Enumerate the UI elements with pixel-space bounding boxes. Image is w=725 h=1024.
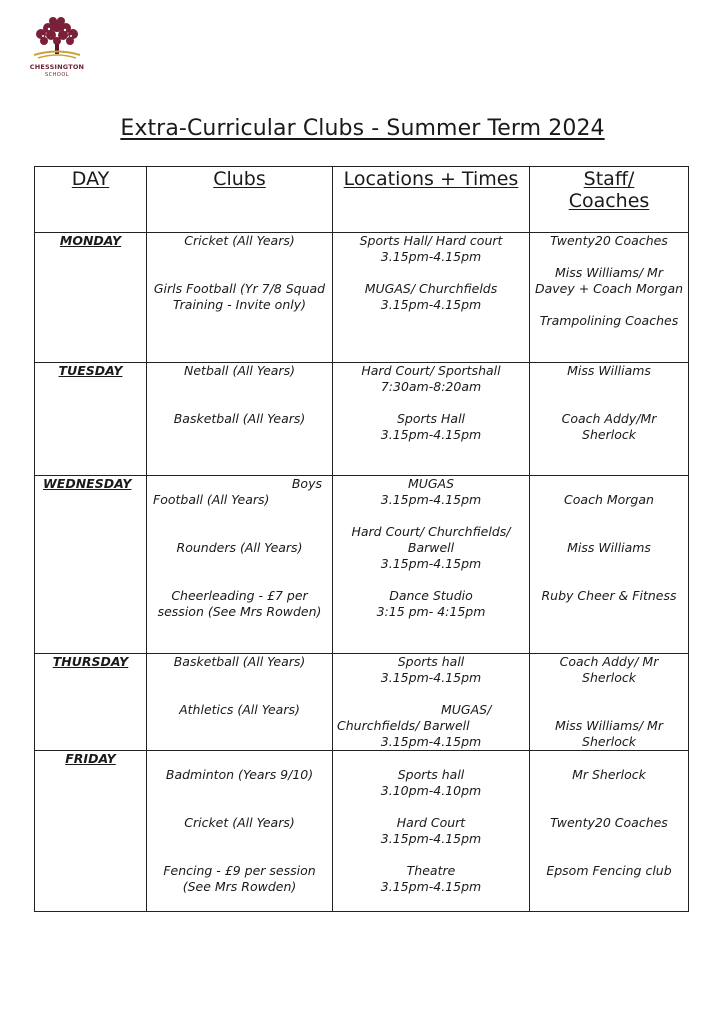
table-row-wednesday: [35, 476, 689, 654]
club-item: Netball (All Years): [184, 363, 295, 378]
location-place: Hard Court/ Churchfields/ Barwell: [351, 524, 511, 555]
day-cell: WEDNESDAY: [35, 476, 147, 654]
school-name: CHESSINGTON: [29, 63, 85, 71]
club-item: Cheerleading - £7 per session (See Mrs Rowden): [157, 588, 322, 619]
club-item: Cricket (All Years): [184, 233, 295, 248]
clubs-cell: [147, 751, 333, 912]
staff-item: Twenty20 Coaches: [550, 233, 668, 248]
location-place: Hard Court/ Sportshall: [361, 363, 501, 378]
club-item: Rounders (All Years): [176, 540, 303, 555]
school-subtitle: SCHOOL: [44, 72, 70, 78]
staff-cell: [530, 476, 689, 654]
location-time: 3.10pm-4.10pm: [380, 783, 482, 798]
staff-item: Coach Addy/Mr Sherlock: [561, 411, 657, 442]
location-time: 3.15pm-4.15pm: [380, 492, 482, 507]
staff-cell: [530, 363, 689, 476]
location-place: MUGAS/: [441, 702, 492, 717]
table-row-thursday: [35, 654, 689, 751]
clubs-cell: [147, 363, 333, 476]
location-place: MUGAS/ Churchfields: [364, 281, 498, 296]
staff-item: Coach Addy/ Mr Sherlock: [559, 654, 659, 685]
day-cell: THURSDAY: [35, 654, 147, 751]
clubs-table: [34, 166, 689, 912]
staff-cell: [530, 751, 689, 912]
location-place: MUGAS: [407, 476, 455, 491]
staff-item: Twenty20 Coaches: [550, 815, 668, 830]
table-row-monday: [35, 233, 689, 363]
location-time: 3.15pm-4.15pm: [380, 427, 482, 442]
location-time: 3.15pm-4.15pm: [380, 879, 482, 894]
header-day: DAY: [35, 167, 147, 233]
staff-item: Coach Morgan: [564, 492, 654, 507]
locations-cell: [333, 751, 530, 912]
locations-cell: [333, 476, 530, 654]
staff-item: Miss Williams: [567, 540, 651, 555]
club-item: Athletics (All Years): [179, 702, 300, 717]
location-place: Sports hall: [397, 654, 465, 669]
clubs-cell: [147, 654, 333, 751]
location-place: Sports Hall: [396, 411, 466, 426]
locations-cell: [333, 363, 530, 476]
location-time: 3.15pm-4.15pm: [380, 556, 482, 571]
header-staff-line2: Coaches: [568, 190, 650, 212]
table-row-tuesday: [35, 363, 689, 476]
club-item: Badminton (Years 9/10): [165, 767, 314, 782]
location-time: 3.15pm-4.15pm: [380, 734, 482, 749]
location-time: 3:15 pm- 4:15pm: [376, 604, 486, 619]
day-cell: MONDAY: [35, 233, 147, 363]
location-time: 3.15pm-4.15pm: [380, 670, 482, 685]
location-time: 7:30am-8:20am: [380, 379, 482, 394]
location-place: Sports Hall/ Hard court: [359, 233, 503, 248]
club-item: Basketball (All Years): [173, 411, 306, 426]
staff-cell: [530, 233, 689, 363]
staff-item: Trampolining Coaches: [539, 313, 679, 328]
staff-item: Mr Sherlock: [572, 767, 646, 782]
clubs-cell: [147, 233, 333, 363]
school-logo: [22, 14, 92, 86]
staff-cell: [530, 654, 689, 751]
header-row: [35, 167, 689, 233]
location-place: Dance Studio: [389, 588, 473, 603]
club-item: Cricket (All Years): [184, 815, 295, 830]
club-item: Football (All Years): [153, 492, 270, 507]
header-clubs: Clubs: [147, 167, 333, 233]
staff-item: Miss Williams: [567, 363, 651, 378]
club-item: Boys: [291, 476, 322, 491]
staff-item: Miss Williams/ Mr Sherlock: [555, 718, 663, 749]
location-place: Hard Court: [396, 815, 466, 830]
header-locations: Locations + Times: [333, 167, 530, 233]
location-time: 3.15pm-4.15pm: [380, 249, 482, 264]
club-item: Fencing - £9 per session (See Mrs Rowden): [163, 863, 316, 894]
location-place: Theatre: [406, 863, 456, 878]
club-item: Girls Football (Yr 7/8 Squad Training - Invite only): [153, 281, 326, 312]
location-place: Sports hall: [397, 767, 465, 782]
staff-item: Miss Williams/ Mr Davey + Coach Morgan: [534, 265, 684, 296]
staff-item: Ruby Cheer & Fitness: [541, 588, 677, 603]
location-place: Churchfields/ Barwell: [337, 718, 470, 733]
table-row-friday: [35, 751, 689, 912]
header-staff: [530, 167, 689, 233]
clubs-cell: [147, 476, 333, 654]
day-cell: FRIDAY: [35, 751, 147, 912]
club-item: Basketball (All Years): [173, 654, 306, 669]
page-title: Extra-Curricular Clubs - Summer Term 2024: [120, 116, 605, 141]
location-time: 3.15pm-4.15pm: [380, 831, 482, 846]
locations-cell: [333, 233, 530, 363]
header-staff-line1: Staff/: [583, 168, 635, 190]
locations-cell: [333, 654, 530, 751]
tree-logo-icon: [22, 14, 92, 62]
location-time: 3.15pm-4.15pm: [380, 297, 482, 312]
staff-item: Epsom Fencing club: [546, 863, 672, 878]
day-cell: TUESDAY: [35, 363, 147, 476]
